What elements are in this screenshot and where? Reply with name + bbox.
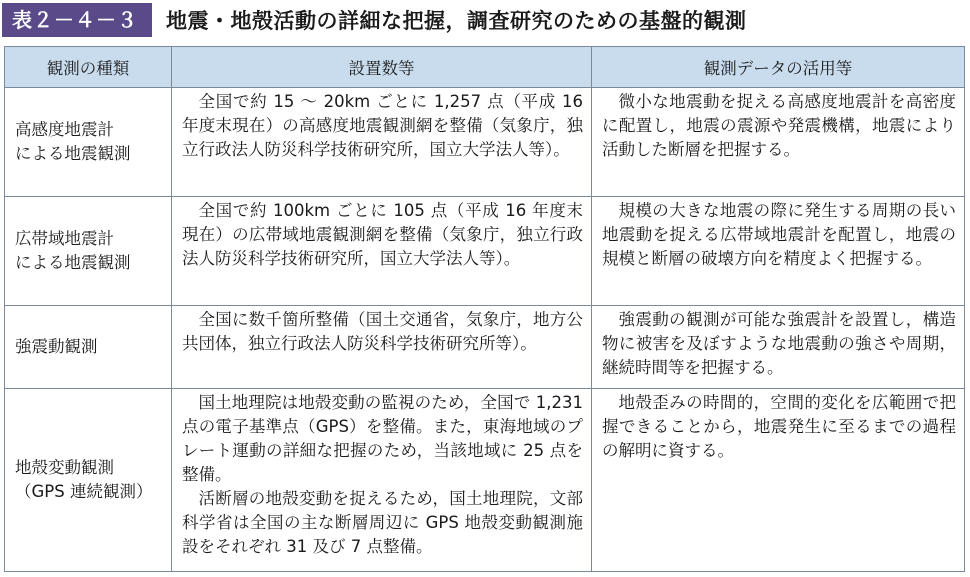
table-title: 地震・地殻活動の詳細な把握，調査研究のための基盤的観測 — [166, 9, 747, 33]
setup-paragraph: 全国で約 15 ～ 20km ごとに 1,257 点（平成 16 年度末現在）の高感度地震観測網を整備（気象庁，独立行政法人防災科学技術研究所，国立大学法人等）。 — [182, 92, 583, 159]
row-usage-cell — [592, 389, 965, 572]
setup-paragraph: 活断層の地殻変動を捉えるため，国土地理院，文部科学省は全国の主な断層周辺に GPS 地殻変動観測施設をそれぞれ 31 及び 7 点整備。 — [182, 489, 583, 556]
setup-paragraph: 全国で約 100km ごとに 105 点（平成 16 年度末現在）の広帯域地震観測網を整備（気象庁，独立行政法人防災科学技術研究所，国立大学法人等）。 — [182, 201, 583, 268]
usage-paragraph: 規模の大きな地震の際に発生する周期の長い地震動を捉える広帯域地震計を配置し，地震の規模と断層の破壊方向を精度よく把握する。 — [602, 201, 956, 268]
table-row — [5, 197, 965, 306]
row-setup-cell — [172, 88, 592, 197]
row-type-cell: 強震動観測 — [5, 306, 172, 389]
table-number-label: 表２－４－３ — [2, 3, 152, 37]
row-usage-cell — [592, 197, 965, 306]
setup-paragraph: 国土地理院は地殻変動の監視のため，全国で 1,231 点の電子基準点（GPS）を整備。また，東海地域のプレート運動の詳細な把握のため，当該地域に 25 点を整備。 — [182, 393, 583, 484]
table-row — [5, 306, 965, 389]
row-usage-cell — [592, 88, 965, 197]
row-setup-cell — [172, 197, 592, 306]
setup-paragraph: 全国に数千箇所整備（国土交通省，気象庁，地方公共団体，独立行政法人防災科学技術研究所等）。 — [182, 310, 583, 353]
row-setup-cell — [172, 389, 592, 572]
table-row — [5, 389, 965, 572]
row-type-cell: 地殻変動観測 （GPS 連続観測） — [5, 389, 172, 572]
usage-paragraph: 微小な地震動を捉える高感度地震計を高密度に配置し，地震の震源や発震機構，地震により活動した断層を把握する。 — [602, 92, 956, 159]
row-type-cell: 広帯域地震計 による地震観測 — [5, 197, 172, 306]
row-setup-cell — [172, 306, 592, 389]
table-header-row — [5, 47, 965, 88]
header-observation-type: 観測の種類 — [5, 47, 172, 88]
row-usage-cell — [592, 306, 965, 389]
header-data-usage: 観測データの活用等 — [592, 47, 965, 88]
usage-paragraph: 強震動の観測が可能な強震計を設置し，構造物に被害を及ぼすような地震動の強さや周期，継続時間等を把握する。 — [602, 310, 956, 377]
header-installation: 設置数等 — [172, 47, 592, 88]
table-title-bar — [2, 2, 964, 38]
usage-paragraph: 地殻歪みの時間的，空間的変化を広範囲で把握できることから，地震発生に至るまでの過程の解明に資する。 — [602, 393, 956, 460]
table-row — [5, 88, 965, 197]
row-type-cell: 高感度地震計 による地震観測 — [5, 88, 172, 197]
observation-table — [4, 46, 965, 572]
